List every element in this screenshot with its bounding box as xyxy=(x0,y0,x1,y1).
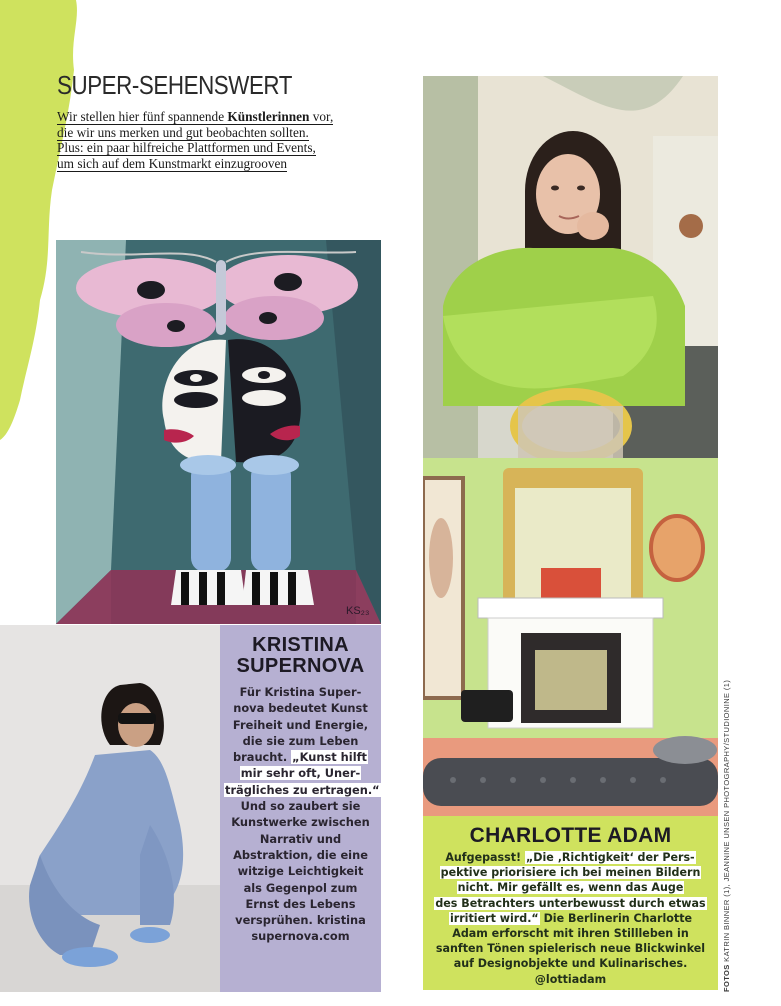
painting-signature: KS₂₃ xyxy=(346,605,370,617)
charlotte-body: Aufgepasst! „Die ‚Richtigkeit‘ der Pers- pektive priorisiere ich bei meinen Bildern nicht. Mir gefällt es, wenn das Auge des Betrachters unterbewusst durch etwas irritiert wird.“ Die Berlinerin Charlotte Adam erforscht mit ihren Stillleben in sanften Tönen spielerisch neue Blickwinkel auf Designobjekte und Kulinarisches. @lottiadam xyxy=(423,850,718,987)
kristina-card xyxy=(220,625,381,992)
intro-text: Wir stellen hier fünf spannende Künstlerinnen vor, die wir uns merken und gut beobachten sollten. Plus: ein paar hilfreiche Plattformen und Events, um sich auf dem Kunstmarkt einzugrooven xyxy=(57,109,334,171)
kristina-portrait-photo xyxy=(0,625,220,992)
charlotte-title: CHARLOTTE ADAM xyxy=(469,824,672,847)
kristina-painting xyxy=(56,240,381,624)
kristina-body: Für Kristina Super- nova bedeutet Kunst Freiheit und Energie, die sie zum Leben braucht. „Kunst hilft mir sehr oft, Uner- trägliches zu ertragen.“ Und so zaubert sie Kunstwerke zwischen Narrativ und Abstraktion, die eine witzige Leichtigkeit als Gegenpol zum Ernst des Lebens versprühen. kristina supernova.com xyxy=(225,685,380,944)
photo-credit: FOTOS KATRIN BINNER (1), JEANNINE UNSEN PHOTOGRAPHY/STUDIONINE (1) xyxy=(722,679,731,992)
kristina-website-link[interactable]: kristina xyxy=(316,913,366,928)
page-title: SUPER-SEHENSWERT xyxy=(57,70,292,100)
charlotte-portrait-photo xyxy=(423,76,718,458)
charlotte-instagram-handle[interactable]: @lottiadam xyxy=(534,972,607,986)
charlotte-painting xyxy=(423,458,718,816)
charlotte-card xyxy=(423,816,718,990)
kristina-title: KRISTINA SUPERNOVA xyxy=(236,634,365,677)
kristina-website-link-end[interactable]: supernova.com xyxy=(251,929,350,944)
